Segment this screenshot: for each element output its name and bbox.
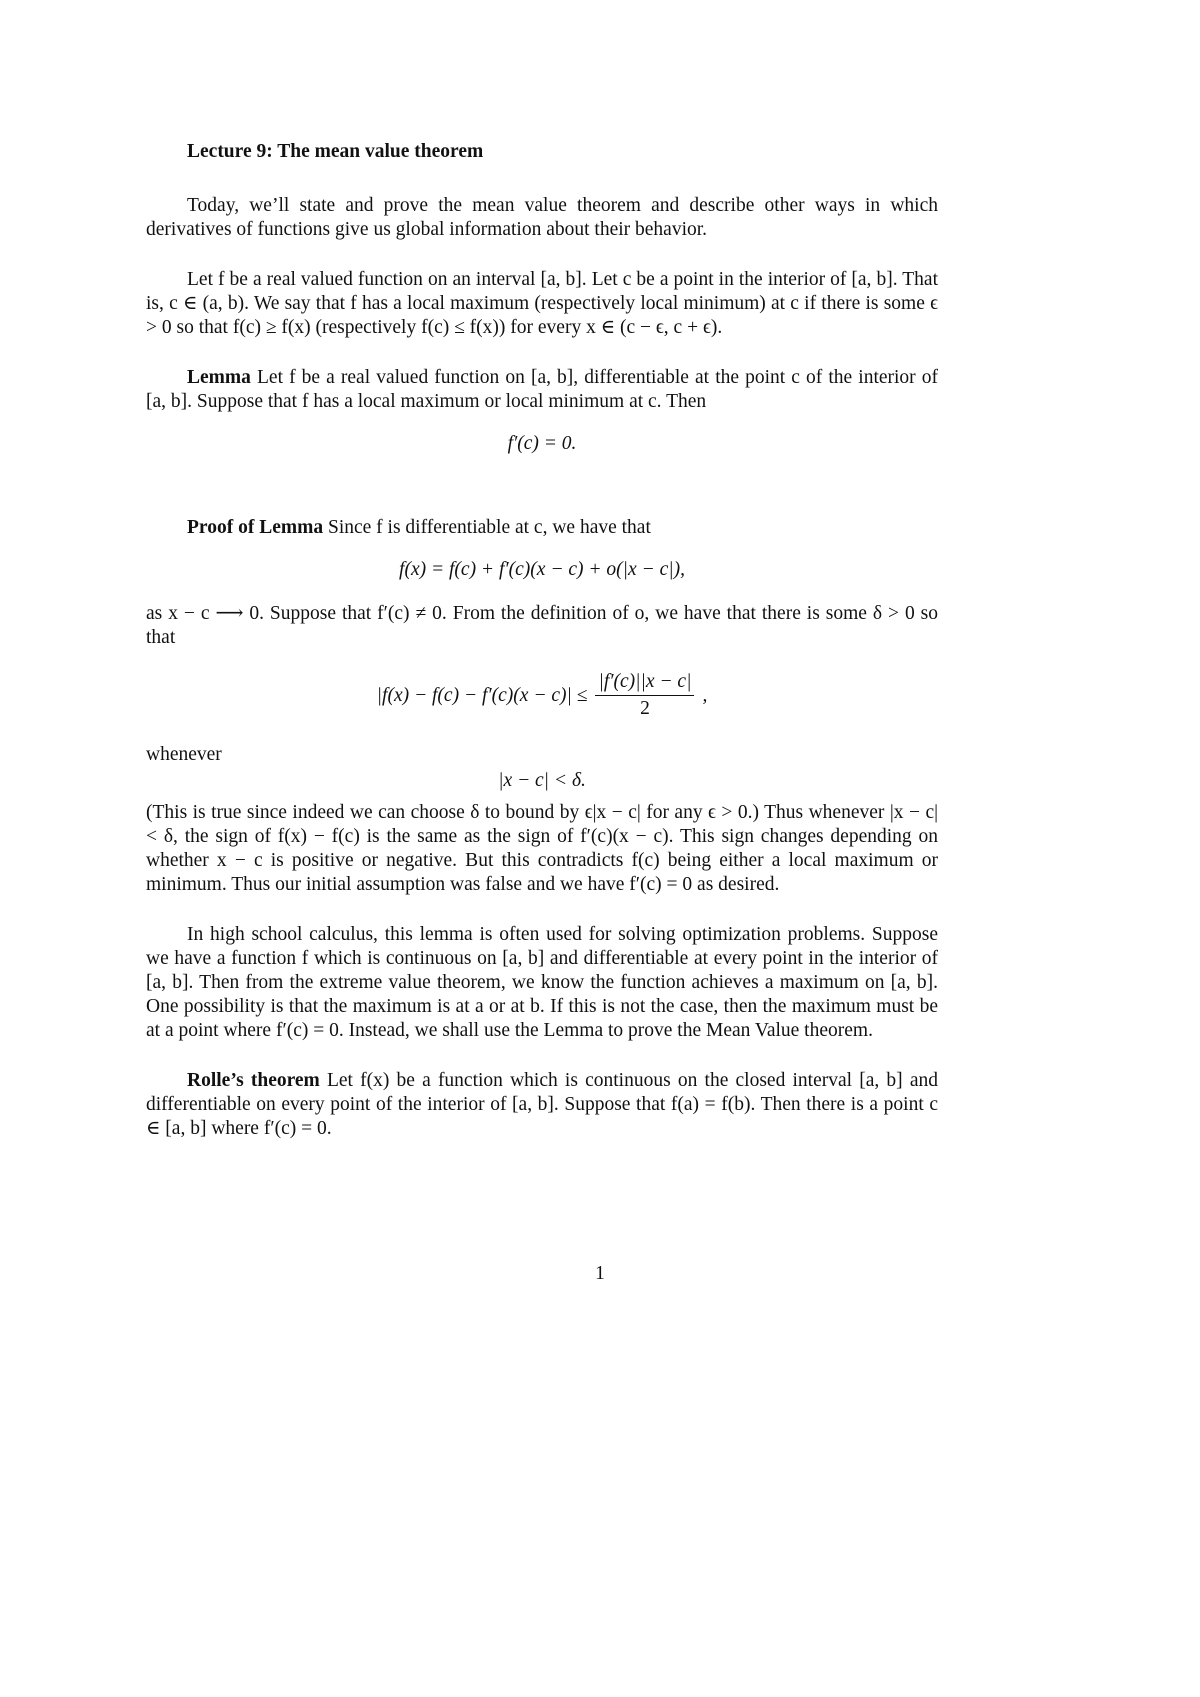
after-taylor-paragraph: as x − c ⟶ 0. Suppose that f′(c) ≠ 0. From the definition of o, we have that there is some δ > 0 so that (146, 603, 938, 648)
lemma-paragraph (146, 366, 938, 414)
rolle-paragraph (146, 1069, 938, 1141)
inequality-trailing: , (702, 684, 708, 706)
inequality-equation (146, 670, 938, 721)
inequality-denominator: 2 (640, 698, 650, 719)
rolle-label: Rolle’s theorem (187, 1070, 320, 1091)
lemma-text: Let f be a real valued function on [a, b], differentiable at the point c of the interior of [a, b]. Suppose that f has a local maximum or local minimum at c. Then (146, 367, 939, 412)
proof-label: Proof of Lemma (187, 517, 324, 538)
taylor-equation: f(x) = f(c) + f′(c)(x − c) + o(|x − c|), (399, 559, 685, 580)
intro-paragraph: Today, we’ll state and prove the mean value theorem and describe other ways in which derivatives of functions give us global information about their behavior. (146, 195, 938, 240)
whenever-text: whenever (146, 744, 222, 765)
inequality-fraction (595, 670, 694, 721)
local-extrema-definition: Let f be a real valued function on an interval [a, b]. Let c be a point in the interior of [a, b]. That is, c ∈ (a, b). We say that f has a local maximum (respectively local minimum) at c if there is some ϵ > 0 so that f(c) ≥ f(x) (respectively f(c) ≤ f(x)) for every x ∈ (c − ϵ, c + ϵ). (146, 269, 938, 338)
proof-paragraph (146, 516, 938, 540)
proof-conclusion: (This is true since indeed we can choose δ to bound by ϵ|x − c| for any ϵ > 0.) Thus whenever |x − c| < δ, the sign of f(x) − f(c) is the same as the sign of f′(c)(x − c). This sign changes depending on whether x − c is positive or negative. But this contradicts f(c) being either a local maximum or minimum. Thus our initial assumption was false and we have f′(c) = 0 as desired. (146, 802, 938, 895)
page-number: 1 (595, 1263, 605, 1284)
rolle-text: Let f(x) be a function which is continuous on the closed interval [a, b] and differentiable on every point of the interior of [a, b]. Suppose that f(a) = f(b). Then there is a point c ∈ [a, b] where f′(c) = 0. (146, 1070, 938, 1139)
optimization-paragraph: In high school calculus, this lemma is often used for solving optimization problems. Suppose we have a function f which is continuous on [a, b] and differentiable at every point in the interior of [a, b]. Then from the extreme value theorem, we know the function achieves a maximum on [a, b]. One possibility is that the maximum is at a or at b. If this is not the case, then the maximum must be at a point where f′(c) = 0. Instead, we shall use the Lemma to prove the Mean Value theorem. (146, 924, 938, 1041)
inequality-numerator: |f′(c)||x − c| (595, 670, 694, 696)
proof-text: Since f is differentiable at c, we have that (327, 517, 651, 538)
document-page (146, 140, 938, 1141)
delta-condition: |x − c| < δ. (498, 770, 586, 791)
lecture-title: Lecture 9: The mean value theorem (187, 141, 484, 162)
inequality-lhs: |f(x) − f(c) − f′(c)(x − c)| ≤ (376, 684, 588, 706)
lemma-equation: f′(c) = 0. (507, 433, 577, 454)
lemma-label: Lemma (187, 367, 251, 388)
